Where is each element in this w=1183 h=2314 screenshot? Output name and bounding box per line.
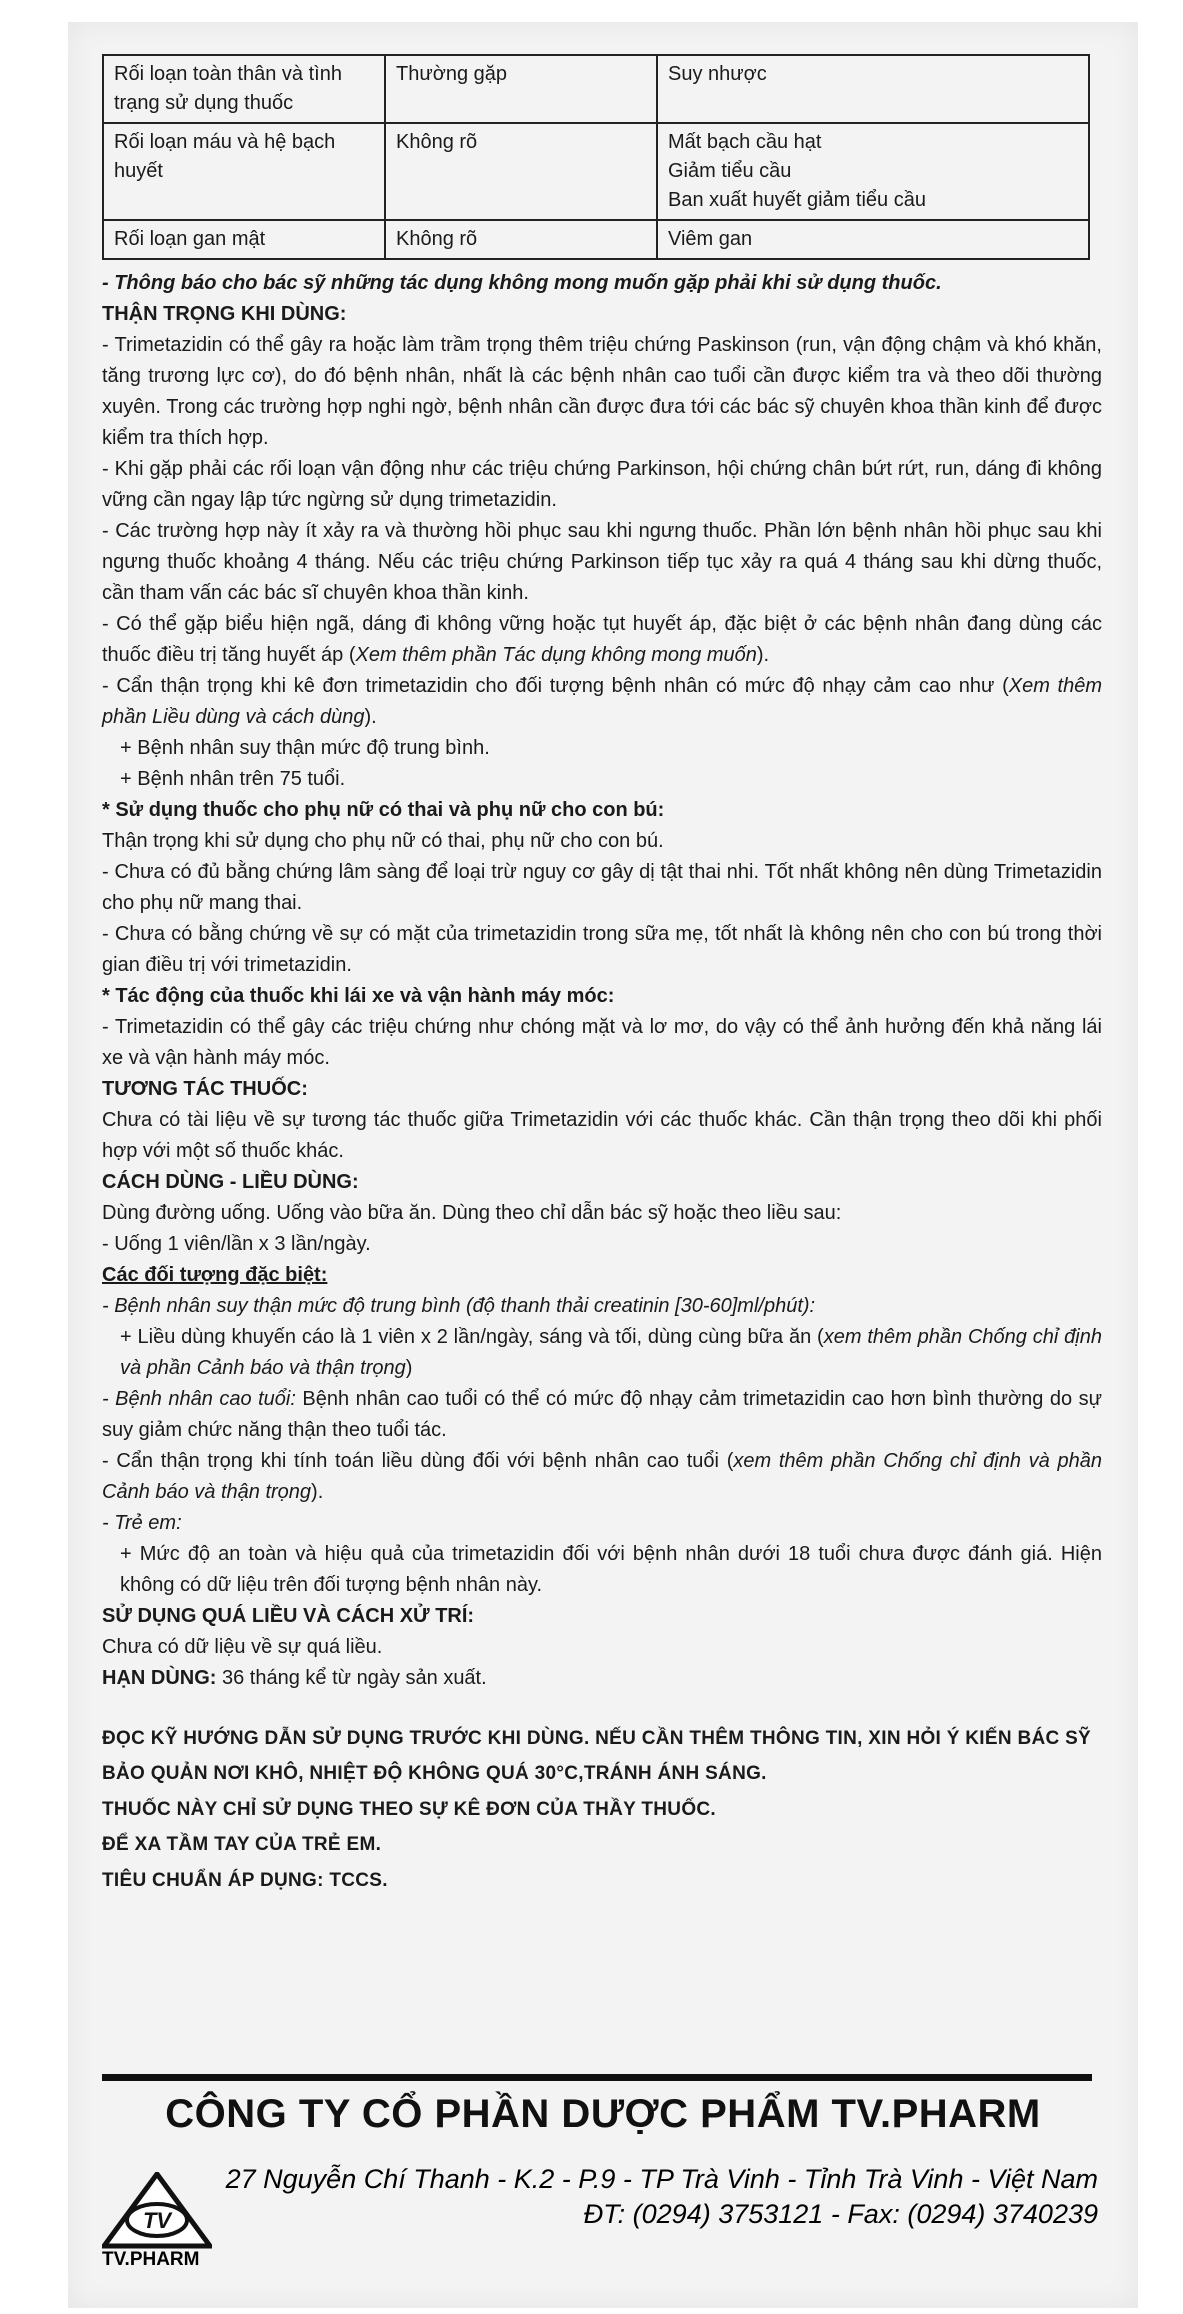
precautions-paragraph: - Khi gặp phải các rối loạn vận động như các triệu chứng Parkinson, hội chứng chân bứt rứt, run, dáng đi không vững cần ngay lập tức ngừng sử dụng trimetazidin. xyxy=(102,458,1102,511)
children-paragraph: + Mức độ an toàn và hiệu quả của trimetazidin đối với bệnh nhân dưới 18 tuổi chưa được đánh giá. Hiện không có dữ liệu trên đối tượng bệnh nhân này. xyxy=(120,1543,1102,1596)
text-span: ) xyxy=(405,1357,413,1379)
driving-heading: * Tác động của thuốc khi lái xe và vận hành máy móc: xyxy=(102,985,615,1007)
precautions-bullet: + Bệnh nhân suy thận mức độ trung bình. xyxy=(120,737,490,759)
precautions-bullet: + Bệnh nhân trên 75 tuổi. xyxy=(120,768,346,790)
precautions-paragraph: - Các trường hợp này ít xảy ra và thường hồi phục sau khi ngưng thuốc. Phần lớn bệnh nhân hồi phục sau khi ngưng thuốc khoảng 4 tháng. Nếu các triệu chứng Parkinson tiếp tục xảy ra quá 4 tháng sau khi dừng thuốc, cần tham vấn các bác sĩ chuyên khoa thần kinh. xyxy=(102,520,1102,604)
notice-line: ĐỂ XA TẦM TAY CỦA TRẺ EM. xyxy=(102,1834,382,1856)
cross-reference: Xem thêm phần Tác dụng không mong muốn xyxy=(355,644,757,666)
company-contact xyxy=(218,2162,1098,2232)
side-effect-notice: - Thông báo cho bác sỹ những tác dụng không mong muốn gặp phải khi sử dụng thuốc. xyxy=(102,272,942,294)
logo-text: TV.PHARM xyxy=(102,2249,200,2270)
effect-item: Viêm gan xyxy=(668,228,753,250)
frequency-cell: Không rõ xyxy=(385,123,657,220)
overdose-heading: SỬ DỤNG QUÁ LIỀU VÀ CÁCH XỬ TRÍ: xyxy=(102,1605,475,1627)
precautions-paragraph xyxy=(102,609,1102,671)
precautions-paragraph: - Trimetazidin có thể gây ra hoặc làm trầm trọng thêm triệu chứng Paskinson (run, vận động chậm và khó khăn, tăng trương lực cơ), do đó bệnh nhân, nhất là các bệnh nhân cao tuổi cần được kiểm tra và theo dõi thường xuyên. Trong các trường hợp nghi ngờ, bệnh nhân cần được đưa tới các bác sỹ chuyên khoa thần kinh để được kiểm tra thích hợp. xyxy=(102,334,1102,449)
elderly-caution-paragraph xyxy=(102,1446,1102,1508)
renal-paragraph xyxy=(102,1291,1102,1322)
dosage-heading: CÁCH DÙNG - LIỀU DÙNG: xyxy=(102,1171,359,1193)
frequency-cell: Thường gặp xyxy=(385,55,657,123)
elderly-paragraph xyxy=(102,1384,1102,1446)
dosage-paragraph: - Uống 1 viên/lần x 3 lần/ngày. xyxy=(102,1233,371,1255)
text-span: - Có thể gặp biểu hiện ngã, dáng đi không vững hoặc tụt huyết áp, đặc biệt ở các bệnh nhân đang dùng các thuốc điều trị tăng huyết áp ( xyxy=(102,613,1102,666)
text-span: - Cẩn thận trọng khi tính toán liều dùng đối với bệnh nhân cao tuổi ( xyxy=(102,1450,734,1472)
expiry-label: HẠN DÙNG: xyxy=(102,1667,217,1689)
precautions-heading: THẬN TRỌNG KHI DÙNG: xyxy=(102,303,347,325)
notice-line: BẢO QUẢN NƠI KHÔ, NHIỆT ĐỘ KHÔNG QUÁ 30°C,TRÁNH ÁNH SÁNG. xyxy=(102,1763,767,1785)
footer-divider xyxy=(102,2074,1092,2081)
company-phone: ĐT: (0294) 3753121 - Fax: (0294) 3740239 xyxy=(583,2199,1098,2230)
effect-item: Mất bạch cầu hạt xyxy=(668,131,822,153)
side-effects-table xyxy=(102,54,1090,260)
effects-cell xyxy=(657,123,1089,220)
text-span: ). xyxy=(311,1481,324,1503)
interactions-heading: TƯƠNG TÁC THUỐC: xyxy=(102,1078,308,1100)
organ-cell: Rối loạn toàn thân và tình trạng sử dụng thuốc xyxy=(103,55,385,123)
cross-reference: xem thêm phần Chống chỉ định và phần Cảnh báo và thận trọng xyxy=(120,1326,1102,1379)
text-span: ). xyxy=(364,706,377,728)
expiry-text: 36 tháng kể từ ngày sản xuất. xyxy=(216,1667,487,1689)
interactions-paragraph: Chưa có tài liệu về sự tương tác thuốc giữa Trimetazidin với các thuốc khác. Cần thận trọng theo dõi khi phối hợp với một số thuốc khác. xyxy=(102,1109,1102,1162)
expiry-paragraph xyxy=(102,1663,1102,1694)
cross-reference: xem thêm phần Chống chỉ định và phần Cảnh báo và thận trọng xyxy=(102,1450,1102,1503)
pregnancy-paragraph: - Chưa có bằng chứng về sự có mặt của trimetazidin trong sữa mẹ, tốt nhất là không nên cho con bú trong thời gian điều trị với trimetazidin. xyxy=(102,923,1102,976)
effect-item: Giảm tiểu cầu xyxy=(668,160,792,182)
table-row xyxy=(103,220,1089,259)
dosage-paragraph: Dùng đường uống. Uống vào bữa ăn. Dùng theo chỉ dẫn bác sỹ hoặc theo liều sau: xyxy=(102,1202,842,1224)
organ-cell: Rối loạn máu và hệ bạch huyết xyxy=(103,123,385,220)
logo-mark-icon xyxy=(102,2172,212,2250)
company-address: 27 Nguyễn Chí Thanh - K.2 - P.9 - TP Trà Vinh - Tỉnh Trà Vinh - Việt Nam xyxy=(225,2164,1098,2194)
notice-line: ĐỌC KỸ HƯỚNG DẪN SỬ DỤNG TRƯỚC KHI DÙNG. NẾU CẦN THÊM THÔNG TIN, XIN HỎI Ý KIẾN BÁC SỸ xyxy=(102,1728,1092,1749)
logo-mark-text: TV xyxy=(142,2208,172,2233)
elderly-label: - Bệnh nhân cao tuổi: xyxy=(102,1388,296,1410)
effects-cell xyxy=(657,220,1089,259)
pregnancy-paragraph: - Chưa có đủ bằng chứng lâm sàng để loại trừ nguy cơ gây dị tật thai nhi. Tốt nhất không nên dùng Trimetazidin cho phụ nữ mang thai. xyxy=(102,861,1102,914)
table-row xyxy=(103,55,1089,123)
text-span: ). xyxy=(756,644,770,666)
pregnancy-paragraph: Thận trọng khi sử dụng cho phụ nữ có thai, phụ nữ cho con bú. xyxy=(102,830,664,852)
renal-label: - Bệnh nhân suy thận mức độ trung bình (độ thanh thải creatinin [30-60]ml/phút): xyxy=(102,1295,816,1317)
leaflet-sheet xyxy=(68,22,1138,2308)
effect-item: Ban xuất huyết giảm tiểu cầu xyxy=(668,189,926,211)
company-name: CÔNG TY CỔ PHẦN DƯỢC PHẨM TV.PHARM xyxy=(165,2092,1041,2136)
special-groups-heading: Các đối tượng đặc biệt: xyxy=(102,1264,328,1286)
leaflet-content xyxy=(102,54,1102,1895)
overdose-paragraph: Chưa có dữ liệu về sự quá liều. xyxy=(102,1636,383,1658)
pregnancy-heading: * Sử dụng thuốc cho phụ nữ có thai và phụ nữ cho con bú: xyxy=(102,799,665,821)
table-row xyxy=(103,123,1089,220)
organ-cell: Rối loạn gan mật xyxy=(103,220,385,259)
effect-item: Suy nhược xyxy=(668,63,767,85)
company-logo xyxy=(102,2172,222,2271)
notice-line: THUỐC NÀY CHỈ SỬ DỤNG THEO SỰ KÊ ĐƠN CỦA THẦY THUỐC. xyxy=(102,1798,717,1820)
renal-dose-paragraph xyxy=(102,1322,1102,1384)
effects-cell xyxy=(657,55,1089,123)
text-span: - Cẩn thận trọng khi kê đơn trimetazidin cho đối tượng bệnh nhân có mức độ nhạy cảm cao như ( xyxy=(102,675,1009,697)
driving-paragraph: - Trimetazidin có thể gây các triệu chứng như chóng mặt và lơ mơ, do vậy có thể ảnh hưởng đến khả năng lái xe và vận hành máy móc. xyxy=(102,1016,1102,1069)
text-span: + Liều dùng khuyến cáo là 1 viên x 2 lần/ngày, sáng và tối, dùng cùng bữa ăn ( xyxy=(120,1326,824,1348)
frequency-cell: Không rõ xyxy=(385,220,657,259)
children-label: - Trẻ em: xyxy=(102,1512,182,1534)
cross-reference: Xem thêm phần Liều dùng và cách dùng xyxy=(102,675,1102,728)
precautions-paragraph xyxy=(102,671,1102,733)
children-label-paragraph xyxy=(102,1508,1102,1539)
notice-line: TIÊU CHUẨN ÁP DỤNG: TCCS. xyxy=(102,1869,388,1891)
text-span: Bệnh nhân cao tuổi có thể có mức độ nhạy cảm trimetazidin cao hơn bình thường do sự suy giảm chức năng thận theo tuổi tác. xyxy=(102,1388,1102,1441)
